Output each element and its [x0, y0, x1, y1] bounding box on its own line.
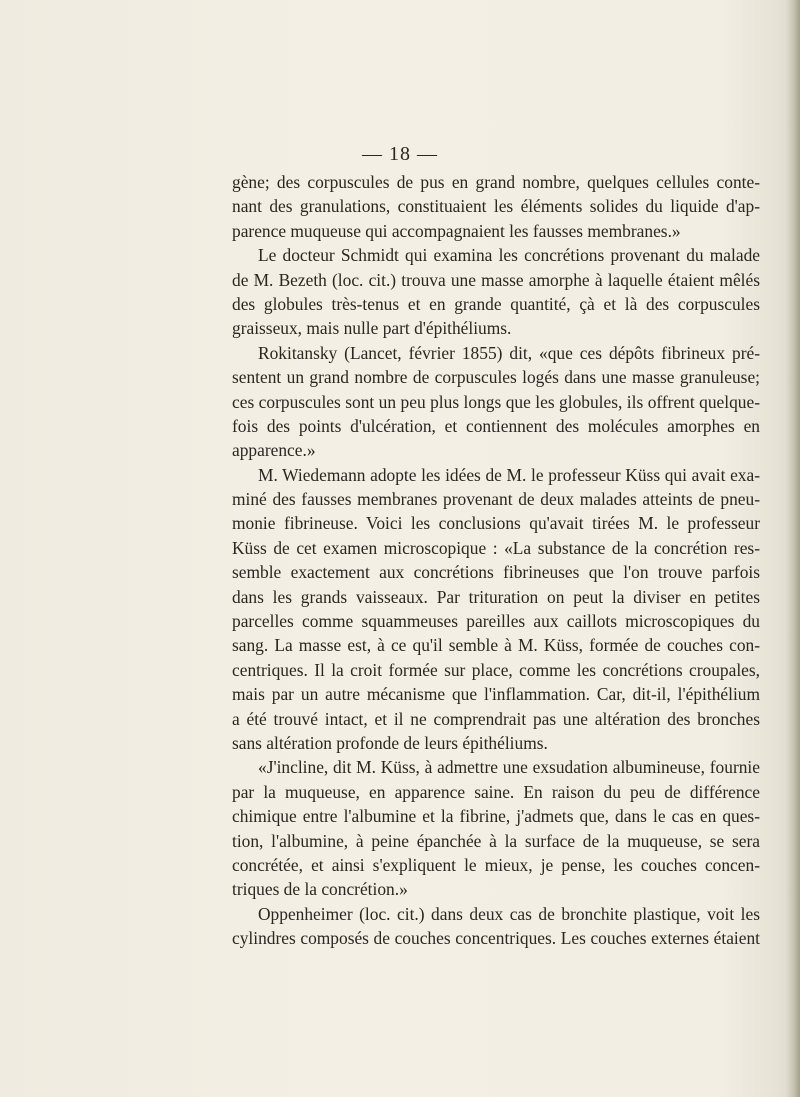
text-line: parence muqueuse qui accompagnaient les fausses membranes.» [232, 220, 681, 241]
text-line: monie fibrineuse. Voici les conclusions qu'avait tirées M. le professeur [232, 513, 760, 534]
text-line: mais par un autre mécanisme que l'inflammation. Car, dit-il, l'épithélium [232, 684, 760, 705]
text-line: gène; des corpuscules de pus en grand nombre, quelques cellules conte- [232, 172, 760, 192]
text-line: Oppenheimer (loc. cit.) dans deux cas de bronchite plastique, voit les [258, 903, 760, 924]
text-line: des globules très-tenus et en grande quantité, çà et là des corpuscules [232, 293, 760, 314]
text-line: sang. La masse est, à ce qu'il semble à M. Küss, formée de couches con- [232, 635, 760, 656]
text-line: de M. Bezeth (loc. cit.) trouva une masse amorphe à laquelle étaient mêlés [232, 269, 760, 290]
text-line: M. Wiedemann adopte les idées de M. le professeur Küss qui avait exa- [258, 464, 760, 485]
text-line: concrétée, et ainsi s'expliquent le mieux, je pense, les couches concen- [232, 854, 760, 875]
text-line: nant des granulations, constituaient les éléments solides du liquide d'ap- [232, 196, 760, 217]
text-line: Rokitansky (Lancet, février 1855) dit, «que ces dépôts fibrineux pré- [258, 342, 760, 363]
text-line: triques de la concrétion.» [232, 879, 408, 900]
text-line: Le docteur Schmidt qui examina les concrétions provenant du malade [258, 245, 760, 266]
text-line: sans altération profonde de leurs épithéliums. [232, 732, 548, 753]
page-number-header: — 18 — [362, 143, 438, 165]
text-line: semble exactement aux concrétions fibrineuses que l'on trouve parfois [232, 562, 760, 583]
text-line: centriques. Il la croit formée sur place, comme les concrétions croupales, [232, 659, 760, 680]
text-line: graisseux, mais nulle part d'épithéliums. [232, 318, 512, 339]
body-text [232, 170, 760, 951]
text-line: Küss de cet examen microscopique : «La substance de la concrétion res- [232, 537, 760, 558]
text-line: dans les grands vaisseaux. Par trituration on peut la diviser en petites [232, 586, 760, 607]
text-line: parcelles comme squammeuses pareilles aux caillots microscopiques du [232, 611, 760, 632]
text-line: chimique entre l'albumine et la fibrine, j'admets que, dans le cas en ques- [232, 806, 760, 827]
text-line: miné des fausses membranes provenant de deux malades atteints de pneu- [232, 489, 760, 510]
text-line: «J'incline, dit M. Küss, à admettre une exsudation albumineuse, fournie [258, 757, 760, 778]
text-line: tion, l'albumine, à peine épanchée à la surface de la muqueuse, se sera [232, 830, 760, 851]
text-line: cylindres composés de couches concentriques. Les couches externes étaient [232, 928, 760, 949]
text-line: fois des points d'ulcération, et contiennent des molécules amorphes en [232, 415, 760, 436]
text-line: apparence.» [232, 440, 316, 461]
text-line: sentent un grand nombre de corpuscules logés dans une masse granuleuse; [232, 367, 760, 388]
text-line: a été trouvé intact, et il ne comprendrait pas une altération des bronches [232, 708, 760, 729]
text-line: par la muqueuse, en apparence saine. En raison du peu de différence [232, 781, 760, 802]
text-line: ces corpuscules sont un peu plus longs que les globules, ils offrent quelque- [232, 391, 760, 412]
